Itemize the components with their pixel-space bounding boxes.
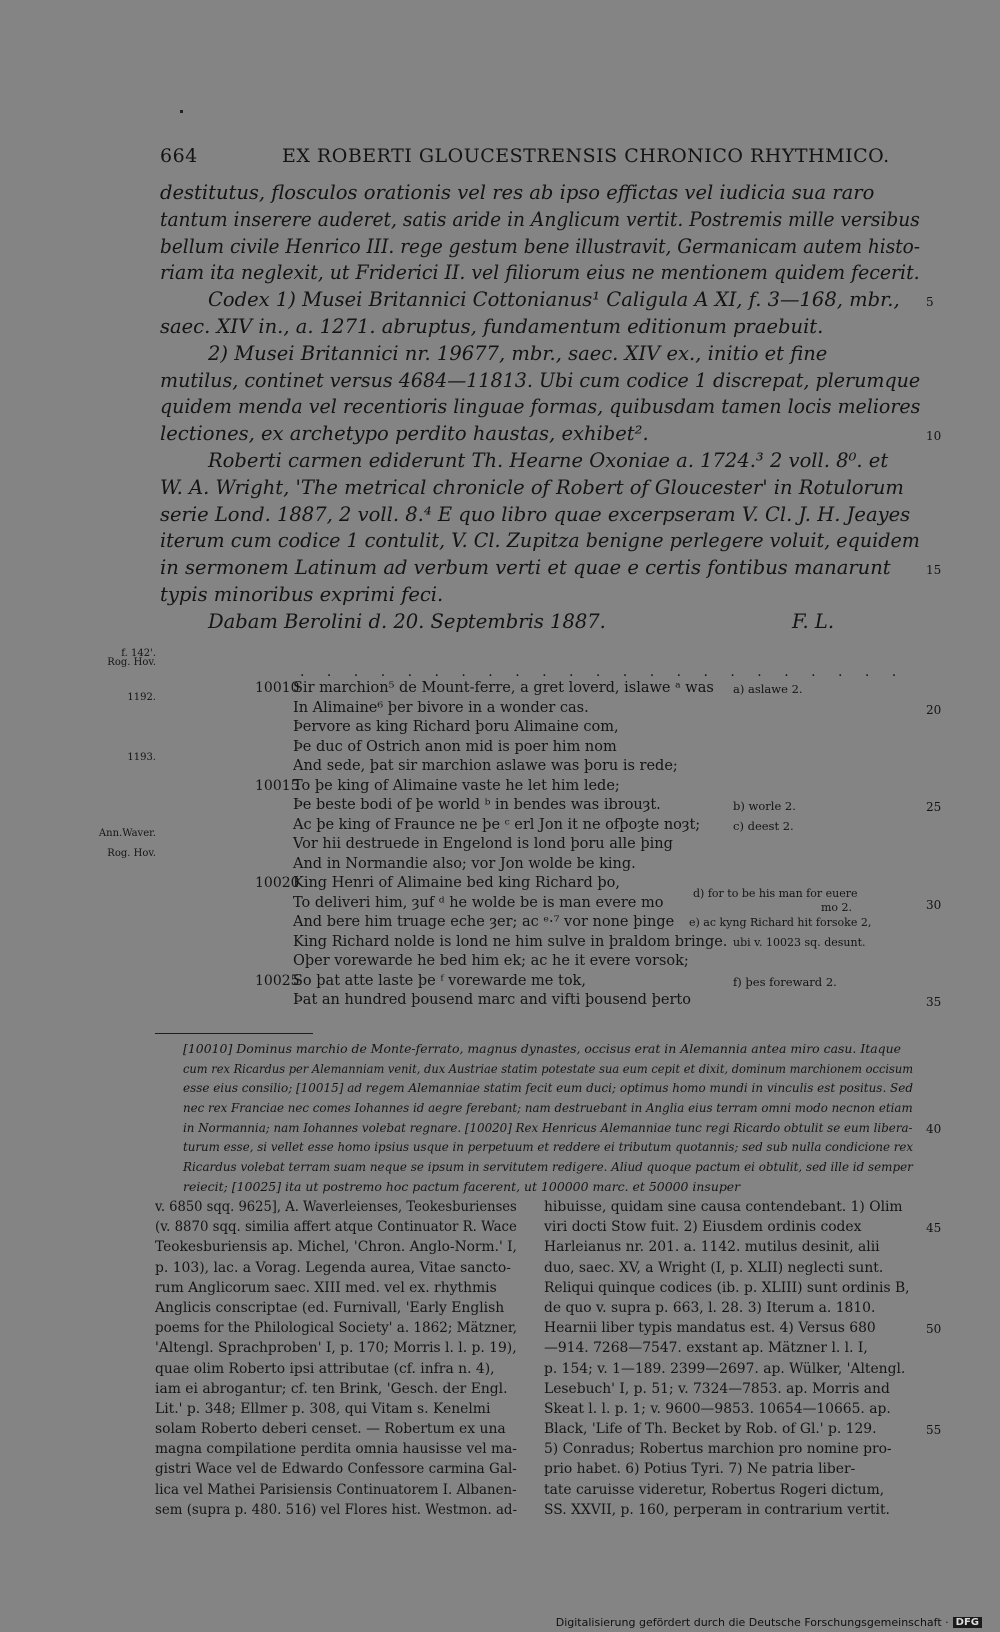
dateline-text: Dabam Berolini d. 20. Septembris 1887. xyxy=(208,610,606,633)
line-number: 20 xyxy=(926,702,942,717)
verse-line-text: In Alimaine⁶ þer bivore in a wonder cas. xyxy=(293,699,589,716)
speck-mark xyxy=(180,110,183,113)
intro-line: serie Lond. 1887, 2 voll. 8.⁴ E quo libro quae excerpseram V. Cl. J. H. Jeayes xyxy=(160,502,911,526)
note-line: Anglicis conscriptae (ed. Furnivall, 'Early English xyxy=(155,1299,505,1316)
footnote-rule xyxy=(155,1033,313,1034)
signature: F. L. xyxy=(792,610,835,633)
line-number: 5 xyxy=(926,295,934,310)
footnote-line: nec rex Franciae nec comes Iohannes id aegre ferebant; nam destruebant in Anglia eius terram omni modo necnon etiam xyxy=(183,1100,913,1116)
margin-note: 1192. xyxy=(127,692,156,703)
verse-line xyxy=(255,836,935,856)
note-line: (v. 8870 sqq. similia affert atque Continuator R. Wace xyxy=(155,1219,517,1236)
note-line: sem (supra p. 480. 516) vel Flores hist. Westmon. ad- xyxy=(155,1501,517,1518)
variant-note: c) deest 2. xyxy=(733,818,794,833)
note-line: 'Altengl. Sprachproben' I, p. 170; Morris l. l. p. 19), xyxy=(155,1340,517,1357)
verse-line xyxy=(255,797,935,817)
intro-line: 2) Musei Britannici nr. 19677, mbr., saec. XIV ex., initio et fine xyxy=(208,341,828,365)
note-line: gistri Wace vel de Edwardo Confessore carmina Gal- xyxy=(155,1461,517,1478)
verse-line-text: And in Normandie also; vor Jon wolde be king. xyxy=(293,855,636,872)
note-line: Teokesburiensis ap. Michel, 'Chron. Anglo-Norm.' I, xyxy=(155,1239,517,1256)
margin-note: Rog. Hov. xyxy=(107,848,156,859)
verse-line xyxy=(255,973,935,993)
dfg-logo: DFG xyxy=(953,1617,982,1628)
intro-line: quidem menda vel recentioris linguae formas, quibusdam tamen locis meliores xyxy=(160,395,921,419)
verse-line xyxy=(255,856,935,876)
verse-line-text: Vor hii destruede in Engelond is lond þoru alle þing xyxy=(293,836,673,852)
margin-note: Rog. Hov. xyxy=(107,657,156,668)
intro-line: riam ita neglexit, ut Friderici II. vel filiorum eius ne mentionem quidem fecerit. xyxy=(160,261,920,285)
intro-line: Roberti carmen ediderunt Th. Hearne Oxoniae a. 1724.³ 2 voll. 8⁰. et xyxy=(208,448,889,472)
note-line: duo, saec. XV, a Wright (I, p. XLII) neglecti sunt. xyxy=(544,1259,884,1276)
verse-line xyxy=(255,778,935,798)
note-line: Black, 'Life of Th. Becket by Rob. of Gl.' p. 129. xyxy=(544,1421,877,1438)
notes-column-right xyxy=(544,1197,918,1520)
note-line: magna compilatione perdita omnia hausisse vel ma- xyxy=(155,1441,517,1458)
note-line: tate caruisse videretur, Robertus Rogeri dictum, xyxy=(544,1481,885,1498)
variant-note-continuation: mo 2. xyxy=(821,900,853,914)
note-line: Hearnii liber typis mandatus est. 4) Versus 680 xyxy=(544,1320,876,1337)
note-line: Lit.' p. 348; Ellmer p. 308, qui Vitam s. Kenelmi xyxy=(155,1400,491,1417)
line-number: 15 xyxy=(926,563,942,578)
variant-note: a) aslawe 2. xyxy=(733,682,803,696)
note-line: rum Anglicorum saec. XIII med. vel ex. rhythmis xyxy=(155,1279,497,1296)
note-line: v. 6850 sqq. 9625], A. Waverleienses, Teokesburienses xyxy=(155,1199,517,1215)
note-line: lica vel Mathei Parisiensis Continuatorem I. Albanen- xyxy=(155,1481,517,1498)
verse-line-text: Þervore as king Richard þoru Alimaine com, xyxy=(293,719,619,735)
dateline xyxy=(160,609,920,636)
verse-line-text: Oþer vorewarde he bed him ek; ac he it evere vorsok; xyxy=(293,953,689,969)
verse-line-text: And bere him truage eche ȝer; ac ᵉ·⁷ vor none þinge xyxy=(293,914,675,930)
note-line: iam ei abrogantur; cf. ten Brink, 'Gesch. der Engl. xyxy=(155,1380,508,1397)
line-number: 45 xyxy=(926,1221,942,1236)
verse-number: 10010 xyxy=(255,680,300,696)
footer-text: Digitalisierung gefördert durch die Deutsche Forschungsgemeinschaft · xyxy=(555,1615,949,1629)
note-line: SS. XXVII, p. 160, perperam in contrarium vertit. xyxy=(544,1501,890,1518)
note-line: Harleianus nr. 201. a. 1142. mutilus desinit, alii xyxy=(544,1239,880,1256)
intro-line: bellum civile Henrico III. rege gestum bene illustravit, Germanicam autem histo- xyxy=(160,234,921,258)
variant-note: ubi v. 10023 sq. desunt. xyxy=(733,935,866,949)
intro-line: typis minoribus exprimi feci. xyxy=(160,582,444,606)
intro-line: lectiones, ex archetypo perdito haustas, exhibet². xyxy=(160,422,649,446)
note-line: solam Roberto deberi censet. — Robertum ex una xyxy=(155,1421,506,1438)
variant-note: d) for to be his man for euere xyxy=(693,886,858,900)
line-number: 40 xyxy=(926,1121,942,1136)
footnote-line: turum esse, si vellet esse homo ipsius usque in perpetuum et reddere ei tributum quotannis; sed sub nulla condicione rex xyxy=(183,1139,914,1155)
verse-number: 10015 xyxy=(255,777,300,794)
note-line: poems for the Philological Society' a. 1862; Mätzner, xyxy=(155,1320,518,1337)
note-line: prio habet. 6) Potius Tyri. 7) Ne patria liber- xyxy=(544,1461,856,1478)
note-line: hibuisse, quidam sine causa contendebant. 1) Olim xyxy=(544,1199,903,1215)
verse-line xyxy=(255,953,935,973)
verse-line-text: Þe duc of Ostrich anon mid is poer him nom xyxy=(293,738,617,755)
verse-line-text: Ac þe king of Fraunce ne þe ᶜ erl Jon it ne ofþoȝte noȝt; xyxy=(293,816,701,833)
intro-line: W. A. Wright, 'The metrical chronicle of Robert of Gloucester' in Rotulorum xyxy=(160,475,904,499)
variant-note: f) þes foreward 2. xyxy=(733,974,837,989)
verse-text xyxy=(255,680,872,1020)
verse-line xyxy=(255,817,935,837)
introduction-text xyxy=(160,180,920,609)
verse-line xyxy=(255,700,935,720)
margin-note: f. 142'. xyxy=(121,648,156,659)
line-number: 10 xyxy=(926,429,942,444)
verse-number: 10020 xyxy=(255,875,300,891)
verse-number: 10025 xyxy=(255,972,300,989)
note-line: viri docti Stow fuit. 2) Eiusdem ordinis codex xyxy=(544,1219,862,1236)
note-line: quae olim Roberto ipsi attributae (cf. infra n. 4), xyxy=(155,1360,495,1377)
verse-line xyxy=(255,886,935,915)
margin-note: Ann.Waver. xyxy=(98,828,156,839)
notes-column-left xyxy=(155,1197,520,1520)
intro-line: in sermonem Latinum ad verbum verti et quae e certis fontibus manarunt xyxy=(160,556,891,580)
intro-line: saec. XIV in., a. 1271. abruptus, fundamentum editionum praebuit. xyxy=(160,314,824,338)
verse-line-text: And sede, þat sir marchion aslawe was þoru is rede; xyxy=(293,758,678,774)
line-number: 55 xyxy=(926,1423,942,1438)
line-number: 30 xyxy=(926,897,942,912)
line-number: 50 xyxy=(926,1322,942,1337)
ellipsis-row: . . . . . . . . . . . . . . . . . . . . . . . xyxy=(300,664,906,680)
footnote-line: Ricardus volebat terram suam neque se ipsum in servitutem redigere. Aliud quoque pactum ei obtulit, sed ille id semper xyxy=(183,1159,913,1175)
intro-line: tantum inserere auderet, satis aride in Anglicum vertit. Postremis mille versibus xyxy=(160,207,920,231)
intro-line: destitutus, flosculos orationis vel res ab ipso effictas vel iudicia sua raro xyxy=(160,181,875,204)
margin-note: 1193. xyxy=(127,752,156,763)
note-line: Skeat l. l. p. 1; v. 9600—9853. 10654—10665. ap. xyxy=(544,1400,891,1417)
verse-line-text: Sir marchion⁵ de Mount-ferre, a gret loverd, islawe ᵃ was xyxy=(293,680,714,696)
note-line: Lesebuch' I, p. 51; v. 7324—7853. ap. Morris and xyxy=(544,1380,890,1397)
variant-note: e) ac kyng Richard hit forsoke 2, xyxy=(689,916,872,929)
footnote-line: cum rex Ricardus per Alemanniam venit, dux Austriae statim potestate sua eum cepit et dixit, dominum marchionem occisum xyxy=(183,1060,914,1076)
page-number: 664 xyxy=(160,145,198,167)
digitization-footer xyxy=(556,1614,982,1630)
variant-note: b) worle 2. xyxy=(733,799,796,813)
note-line: Reliqui quinque codices (ib. p. XLIII) sunt ordinis B, xyxy=(544,1279,910,1296)
note-line: de quo v. supra p. 663, l. 28. 3) Iterum a. 1810. xyxy=(544,1299,876,1316)
verse-line-text: To deliveri him, ȝuf ᵈ he wolde be is man evere mo xyxy=(293,894,664,911)
verse-line-text: King Richard nolde is lond ne him sulve in þraldom bringe. xyxy=(293,933,728,950)
note-line: 5) Conradus; Robertus marchion pro nomine pro- xyxy=(544,1441,892,1458)
verse-line-text: Þat an hundred þousend marc and vifti þousend þerto xyxy=(293,992,691,1008)
verse-line xyxy=(255,758,935,778)
translation-footnote xyxy=(183,1039,916,1197)
verse-line-text: Þe beste bodi of þe world ᵇ in bendes was ibrouȝt. xyxy=(293,797,661,813)
intro-line: Codex 1) Musei Britannici Cottonianus¹ Caligula A XI, f. 3—168, mbr., xyxy=(208,288,900,312)
intro-line: iterum cum codice 1 contulit, V. Cl. Zupitza benigne perlegere voluit, equidem xyxy=(160,529,920,553)
verse-line-text: To þe king of Alimaine vaste he let him lede; xyxy=(293,777,620,794)
verse-line xyxy=(255,739,935,759)
intro-line: mutilus, continet versus 4684—11813. Ubi cum codice 1 discrepat, plerumque xyxy=(160,368,921,392)
line-number: 25 xyxy=(926,800,942,814)
footnote-line: esse eius consilio; [10015] ad regem Alemanniae statim fecit eum duci; optimus homo mundi in vinculis est positus. Sed xyxy=(183,1080,913,1096)
footnote-line: [10010] Dominus marchio de Monte-ferrato, magnus dynastes, occisus erat in Alemannia antea miro casu. Itaque xyxy=(183,1041,902,1056)
running-title: EX ROBERTI GLOUCESTRENSIS CHRONICO RHYTHMICO. xyxy=(282,145,890,167)
verse-line xyxy=(255,680,935,700)
verse-line xyxy=(255,719,935,739)
verse-line-text: King Henri of Alimaine bed king Richard þo, xyxy=(293,875,620,891)
verse-line xyxy=(255,992,935,1012)
footnote-line: in Normannia; nam Iohannes volebat regnare. [10020] Rex Henricus Alemanniae tunc regi Ricardo obtulit se eum libera- xyxy=(183,1119,913,1135)
note-line: p. 103), lac. a Vorag. Legenda aurea, Vitae sancto- xyxy=(155,1259,511,1276)
footnote-line: reiecit; [10025] ita ut postremo hoc pactum facerent, ut 100000 marc. et 50000 insuper xyxy=(183,1178,741,1194)
verse-line xyxy=(255,934,935,954)
note-line: p. 154; v. 1—189. 2399—2697. ap. Wülker, 'Altengl. xyxy=(544,1360,906,1377)
verse-line xyxy=(255,914,935,934)
line-number: 35 xyxy=(926,995,942,1009)
verse-line-text: So þat atte laste þe ᶠ vorewarde me tok, xyxy=(293,972,586,989)
note-line: —914. 7268—7547. exstant ap. Mätzner l. l. I, xyxy=(544,1340,868,1357)
